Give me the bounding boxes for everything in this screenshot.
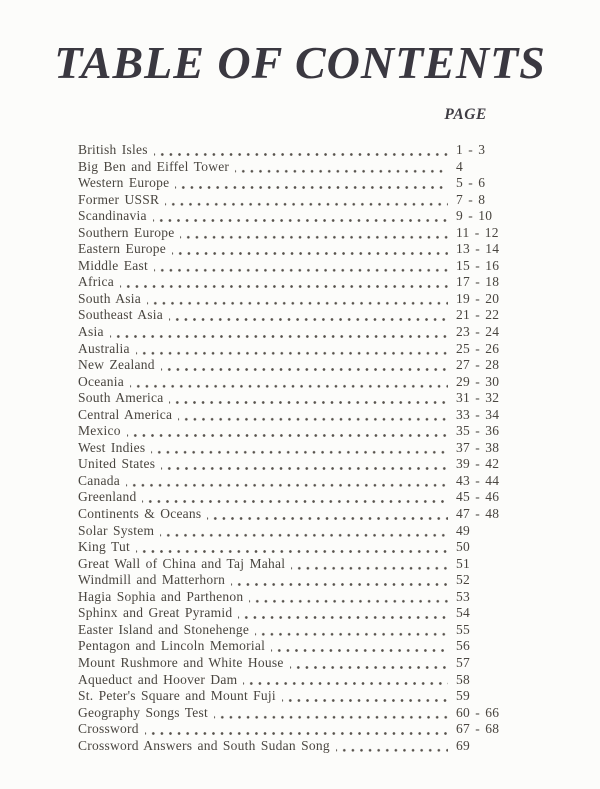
toc-entry-label: Pentagon and Lincoln Memorial [78,638,266,654]
toc-entry-pages: 29 - 30 [456,373,500,389]
toc-entry-pages: 25 - 26 [456,340,500,356]
toc-entry-label: Western Europe [78,175,170,191]
toc-entry [78,705,512,722]
toc-entry-label: Aqueduct and Hoover Dam [78,671,238,687]
dot-leader [160,523,448,540]
toc-entry [78,572,512,589]
dot-leader [336,738,448,755]
toc-entry-label: Southeast Asia [78,307,163,323]
toc-entry-label: Former USSR [78,191,160,207]
dot-leader [235,159,448,176]
toc-entry [78,688,512,705]
toc-entry-label: Mount Rushmore and White House [78,654,284,670]
toc-entry-pages: 1 - 3 [456,142,486,157]
toc-entry-pages: 56 [456,638,470,654]
toc-entry-pages: 37 - 38 [456,439,500,455]
toc-entry-pages: 52 [456,572,470,588]
dot-leader [231,572,448,589]
toc-entry-pages: 53 [456,588,470,604]
toc-entry-pages: 15 - 16 [456,257,500,273]
dot-leader [136,539,448,556]
toc-entry-pages: 59 [456,688,470,704]
toc-entry-label: West Indies [78,439,146,455]
toc-entry-label: Big Ben and Eiffel Tower [78,158,230,174]
toc-entry [78,208,512,225]
dot-leader [165,192,448,209]
toc-entry-pages: 31 - 32 [456,390,500,406]
toc-entry-pages: 55 [456,621,470,637]
toc-entry-pages: 60 - 66 [456,704,500,720]
toc-entry-label: Easter Island and Stonehenge [78,621,250,637]
dot-leader [110,324,448,341]
dot-leader [172,241,448,258]
toc-entry-pages: 21 - 22 [456,307,500,323]
dot-leader [154,142,448,159]
toc-entry [78,738,512,755]
toc-entry-label: Great Wall of China and Taj Mahal [78,555,286,571]
toc-entry [78,307,512,324]
toc-entry [78,523,512,540]
toc-entry [78,142,512,159]
toc-entry-pages: 23 - 24 [456,324,500,340]
toc-entry-pages: 67 - 68 [456,721,500,737]
toc-entry-pages: 47 - 48 [456,506,500,522]
toc-entry [78,672,512,689]
toc-list [78,142,512,754]
toc-entry-pages: 51 [456,555,470,571]
toc-entry [78,407,512,424]
toc-entry [78,721,512,738]
toc-entry-label: Geography Songs Test [78,704,208,720]
toc-entry-pages: 45 - 46 [456,489,500,505]
toc-entry-pages: 35 - 36 [456,423,500,439]
dot-leader [169,390,448,407]
toc-entry-pages: 49 [456,522,470,538]
toc-entry [78,473,512,490]
toc-entry-label: South Asia [78,290,141,306]
dot-leader [120,274,448,291]
toc-entry [78,556,512,573]
dot-leader [161,456,448,473]
toc-entry [78,192,512,209]
toc-entry [78,390,512,407]
toc-entry-pages: 13 - 14 [456,241,500,257]
toc-entry-label: St. Peter's Square and Mount Fuji [78,688,276,704]
toc-entry [78,274,512,291]
page-title: TABLE OF CONTENTS [54,37,546,88]
toc-entry-label: South America [78,390,164,406]
dot-leader [147,291,448,308]
toc-entry-pages: 69 [456,737,470,753]
page-column-header: PAGE [444,106,487,123]
toc-entry [78,589,512,606]
dot-leader [178,407,448,424]
toc-entry [78,423,512,440]
toc-entry-label: Crossword [78,721,139,737]
toc-entry [78,241,512,258]
toc-entry-pages: 43 - 44 [456,472,500,488]
dot-leader [126,473,448,490]
toc-entry-label: Central America [78,406,173,422]
dot-leader [151,440,448,457]
toc-entry-label: Windmill and Matterhorn [78,572,226,588]
toc-entry-pages: 5 - 6 [456,175,486,191]
toc-entry-label: United States [78,456,156,472]
dot-leader [255,622,448,639]
toc-entry-pages: 7 - 8 [456,191,486,207]
toc-entry [78,324,512,341]
toc-entry-label: British Isles [78,142,148,157]
dot-leader [290,655,448,672]
toc-entry-label: Solar System [78,522,155,538]
toc-entry [78,159,512,176]
toc-entry [78,357,512,374]
toc-entry [78,440,512,457]
dot-leader [161,357,448,374]
dot-leader [153,208,448,225]
toc-entry-label: Continents & Oceans [78,506,202,522]
dot-leader [127,423,448,440]
toc-entry [78,605,512,622]
toc-entry-pages: 57 [456,654,470,670]
dot-leader [169,307,448,324]
toc-entry-label: Eastern Europe [78,241,166,257]
toc-entry-label: Australia [78,340,130,356]
toc-entry-label: Sphinx and Great Pyramid [78,605,233,621]
toc-entry [78,175,512,192]
toc-entry-label: Greenland [78,489,137,505]
toc-entry-pages: 58 [456,671,470,687]
toc-entry-label: Canada [78,472,120,488]
toc-entry-label: Mexico [78,423,121,439]
dot-leader [180,225,448,242]
dot-leader [249,589,448,606]
toc-entry [78,374,512,391]
dot-leader [291,556,448,573]
toc-entry-label: Crossword Answers and South Sudan Song [78,737,330,753]
toc-entry-pages: 17 - 18 [456,274,500,290]
toc-entry-label: Southern Europe [78,224,175,240]
dot-leader [142,489,448,506]
dot-leader [154,258,448,275]
toc-entry [78,638,512,655]
toc-entry-label: Scandinavia [78,208,147,224]
toc-entry [78,506,512,523]
toc-entry [78,489,512,506]
dot-leader [130,374,448,391]
toc-entry-label: King Tut [78,539,131,555]
toc-entry-label: Asia [78,324,104,340]
toc-entry-label: Oceania [78,373,124,389]
toc-entry-label: Hagia Sophia and Parthenon [78,588,244,604]
dot-leader [271,638,448,655]
toc-entry-pages: 4 [456,158,463,174]
toc-entry-pages: 39 - 42 [456,456,500,472]
dot-leader [207,506,448,523]
toc-entry-pages: 9 - 10 [456,208,493,224]
dot-leader [145,721,448,738]
dot-leader [243,672,448,689]
toc-entry [78,539,512,556]
toc-entry-label: Africa [78,274,114,290]
toc-entry-label: Middle East [78,257,148,273]
toc-entry-pages: 27 - 28 [456,357,500,373]
toc-entry-pages: 19 - 20 [456,290,500,306]
toc-entry-pages: 50 [456,539,470,555]
toc-entry [78,258,512,275]
toc-entry-pages: 11 - 12 [456,224,499,240]
dot-leader [214,705,448,722]
toc-entry [78,225,512,242]
dot-leader [136,341,448,358]
dot-leader [175,175,448,192]
toc-entry [78,341,512,358]
toc-entry-pages: 33 - 34 [456,406,500,422]
toc-entry [78,622,512,639]
dot-leader [282,688,448,705]
toc-entry [78,291,512,308]
toc-entry-label: New Zealand [78,357,155,373]
toc-entry [78,456,512,473]
toc-entry-pages: 54 [456,605,470,621]
toc-entry [78,655,512,672]
dot-leader [238,605,448,622]
